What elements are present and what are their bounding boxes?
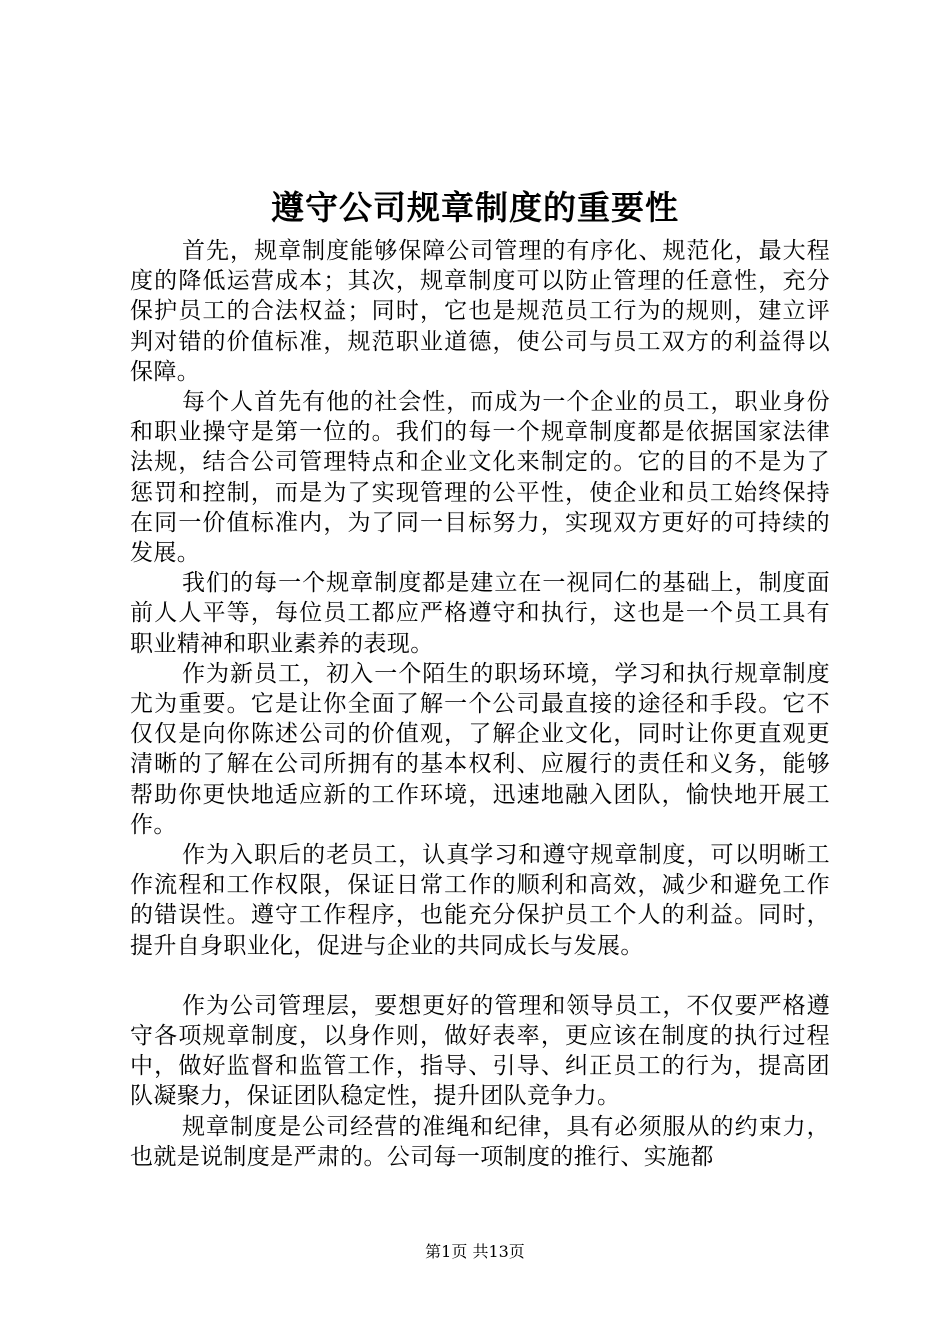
document-title: 遵守公司规章制度的重要性 [271, 188, 679, 227]
paragraph-6: 作为公司管理层，要想更好的管理和领导员工，不仅要严格遵守各项规章制度，以身作则，做好表率，更应该在制度的执行过程中，做好监督和监管工作，指导、引导、纠正员工的行为，提高团队凝聚力，保证团队稳定性，提升团队竞争力。 [130, 992, 830, 1110]
page-footer: 第1页 共13页 [425, 1242, 525, 1261]
paragraph-4: 作为新员工，初入一个陌生的职场环境，学习和执行规章制度尤为重要。它是让你全面了解一个公司最直接的途径和手段。它不仅仅是向你陈述公司的价值观，了解企业文化，同时让你更直观更清晰的了解在公司所拥有的基本权利、应履行的责任和义务，能够帮助你更快地适应新的工作环境，迅速地融入团队，愉快地开展工作。 [130, 660, 830, 838]
paragraph-5: 作为入职后的老员工，认真学习和遵守规章制度，可以明晰工作流程和工作权限，保证日常工作的顺利和高效，减少和避免工作的错误性。遵守工作程序，也能充分保护员工个人的利益。同时，提升自身职业化，促进与企业的共同成长与发展。 [130, 842, 830, 959]
document-body [130, 236, 830, 1172]
paragraph-3: 我们的每一个规章制度都是建立在一视同仁的基础上，制度面前人人平等，每位员工都应严格遵守和执行，这也是一个员工具有职业精神和职业素养的表现。 [130, 570, 830, 657]
paragraph-2: 每个人首先有他的社会性，而成为一个企业的员工，职业身份和职业操守是第一位的。我们的每一个规章制度都是依据国家法律法规，结合公司管理特点和企业文化来制定的。它的目的不是为了惩罚和控制，而是为了实现管理的公平性，使企业和员工始终保持在同一价值标准内，为了同一目标努力，实现双方更好的可持续的发展。 [130, 389, 830, 567]
paragraph-7: 规章制度是公司经营的准绳和纪律，具有必须服从的约束力，也就是说制度是严肃的。公司每一项制度的推行、实施都 [130, 1113, 830, 1170]
paragraph-1: 首先，规章制度能够保障公司管理的有序化、规范化，最大程度的降低运营成本；其次，规章制度可以防止管理的任意性，充分保护员工的合法权益；同时，它也是规范员工行为的规则，建立评判对错的价值标准，规范职业道德，使公司与员工双方的利益得以保障。 [130, 238, 830, 385]
